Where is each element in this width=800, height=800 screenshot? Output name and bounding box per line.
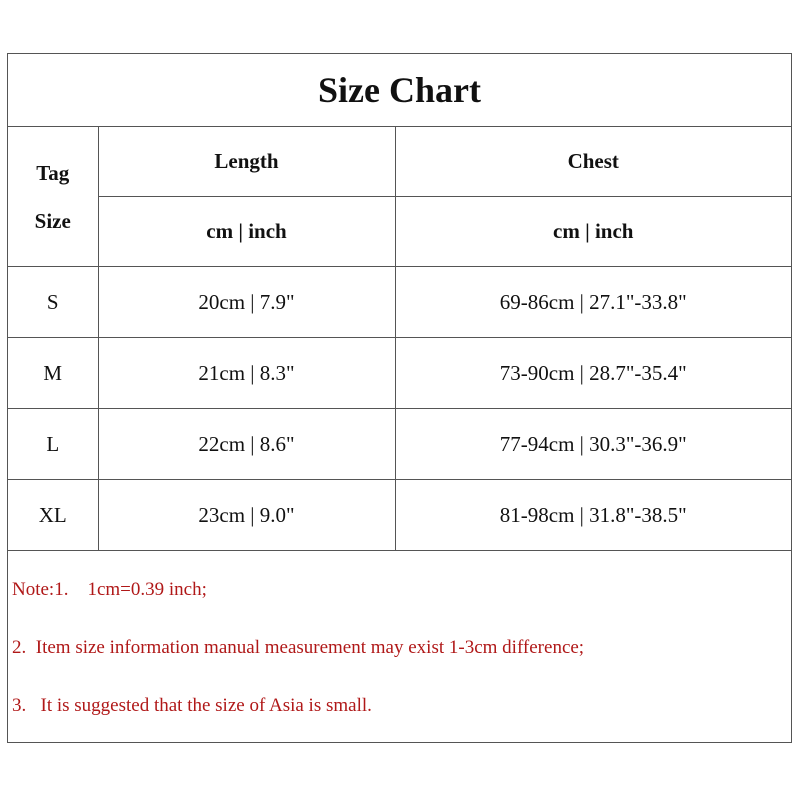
note-asia-size: 3. It is suggested that the size of Asia is small. (12, 695, 372, 716)
tag-label: Tag (36, 160, 70, 185)
unit-row (8, 197, 791, 267)
size-cell: L (8, 409, 98, 480)
length-cell: 21cm | 8.3" (98, 338, 395, 409)
notes-section (8, 561, 791, 735)
chest-cell: 81-98cm | 31.8"-38.5" (395, 480, 791, 551)
note-unit-conversion: Note:1. 1cm=0.39 inch; (12, 579, 207, 600)
size-label: Size (34, 208, 71, 233)
size-cell: XL (8, 480, 98, 551)
size-chart (7, 53, 792, 743)
size-table (8, 127, 791, 551)
tag-size-header (8, 127, 98, 267)
chest-cell: 77-94cm | 30.3"-36.9" (395, 409, 791, 480)
size-cell: S (8, 267, 98, 338)
note-measurement-difference: 2. Item size information manual measurement may exist 1-3cm difference; (12, 637, 585, 658)
chart-title: Size Chart (8, 54, 791, 127)
table-row (8, 267, 791, 338)
length-header: Length (98, 127, 395, 197)
chest-cell: 69-86cm | 27.1"-33.8" (395, 267, 791, 338)
header-row (8, 127, 791, 197)
chest-cell: 73-90cm | 28.7"-35.4" (395, 338, 791, 409)
length-unit-header: cm | inch (98, 197, 395, 267)
chest-unit-header: cm | inch (395, 197, 791, 267)
length-cell: 22cm | 8.6" (98, 409, 395, 480)
size-cell: M (8, 338, 98, 409)
table-row (8, 409, 791, 480)
length-cell: 23cm | 9.0" (98, 480, 395, 551)
table-row (8, 338, 791, 409)
table-row (8, 480, 791, 551)
chest-header: Chest (395, 127, 791, 197)
length-cell: 20cm | 7.9" (98, 267, 395, 338)
